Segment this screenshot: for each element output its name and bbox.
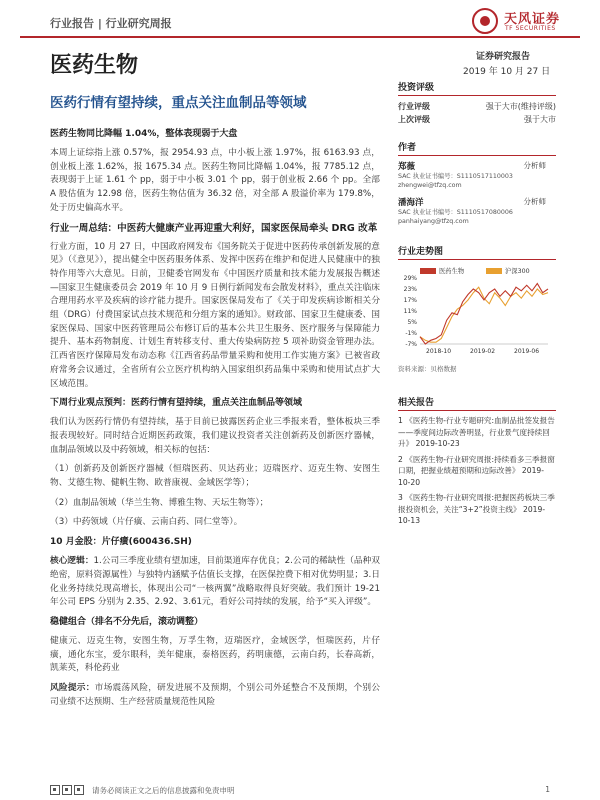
section-body-outlook: 我们认为医药行情仍有望持续，基于目前已披露医药企业三季报来看，整体板块三季报表现较好。同时结合近期医药政策，我们建议投资者关注创新药及创新医疗器械，血制品领域以及中药领域，相关标的包括：	[50, 417, 380, 455]
author-license: SAC 执业证书编号：S1110517080006	[398, 209, 513, 216]
rating-value: 强于大市(维持评级)	[485, 102, 556, 111]
report-category: 行业报告 | 行业研究周报	[50, 17, 172, 30]
risk-label: 风险提示：	[50, 683, 95, 694]
outlook-item-3: （3）中药领域（片仔癀、云南白药、同仁堂等）。	[50, 517, 243, 528]
sidebar	[398, 80, 556, 531]
qr-code-icon	[74, 785, 84, 795]
author-entry	[398, 196, 556, 226]
author-name: 潘海洋	[398, 198, 424, 208]
series-line-hs300	[420, 287, 548, 342]
qr-code-icon	[50, 785, 60, 795]
rating-row	[398, 113, 556, 126]
y-tick-label: 17%	[403, 297, 417, 304]
x-tick-label: 2018-10	[426, 348, 452, 355]
x-tick-label: 2019-06	[514, 348, 540, 355]
section-body-portfolio: 健康元、迈克生物，安图生物，万孚生物，迈瑞医疗，金域医学，恒瑞医药，片仔癀，通化东宝，爱尔眼科，美年健康，泰格医药，药明康德，云南白药，长春高新，凯莱英，科伦药业	[50, 635, 380, 674]
risk-text: 市场震荡风险，研发进展不及预期，个别公司外延整合不及预期，个别公司业绩不达预期、生产经营质量规范性风险	[50, 683, 381, 707]
report-headline: 医药行情有望持续，重点关注血制品等领域	[50, 95, 307, 111]
core-logic-label: 核心逻辑：	[50, 556, 94, 567]
y-tick-label: -7%	[405, 341, 417, 348]
page-footer	[50, 785, 550, 797]
outlook-item-1: （1）创新药及创新医疗器械（恒瑞医药、贝达药业；迈瑞医疗、迈克生物、安图生物、艾德生物、健帆生物、欧普康视、金域医学等）；	[50, 464, 380, 489]
authors-section-title: 作者	[398, 140, 556, 156]
author-entry	[398, 160, 556, 190]
rating-row	[398, 100, 556, 113]
section-heading-outlook: 下周行业观点预判：医药行情有望持续，重点关注血制品等领域	[50, 398, 303, 409]
qr-code-icon	[62, 785, 72, 795]
logo-mark-icon	[472, 8, 498, 34]
disclaimer-note: 请务必阅读正文之后的信息披露和免责申明	[92, 786, 235, 795]
y-tick-label: 29%	[403, 275, 417, 282]
legend-label-pharma: 医药生物	[439, 268, 465, 275]
author-name: 郑薇	[398, 162, 416, 172]
report-header-bar	[20, 8, 580, 38]
related-report-item[interactable]: 3 《医药生物-行业研究周报:把握医药板块三季报投资机会，关注“3+2”投资主线》 2019-10-13	[398, 493, 555, 525]
x-tick-label: 2019-02	[470, 348, 496, 355]
rating-key: 行业评级	[398, 102, 430, 111]
legend-label-hs300: 沪深300	[505, 268, 530, 275]
section-heading-market: 医药生物同比降幅 1.04%，整体表现弱于大盘	[50, 129, 238, 139]
y-tick-label: 23%	[403, 286, 417, 293]
related-report-item[interactable]: 1 《医药生物-行业专题研究:血制品批签发报告——季度间边际改善明显，行业景气度持续回升》 2019-10-23	[398, 416, 555, 448]
tf-securities-logo	[472, 8, 562, 36]
page-number: 1	[545, 785, 550, 794]
section-body-market: 本周上证综指上涨 0.57%，报 2954.93 点，中小板上涨 1.97%，报 6163.93 点，创业板上涨 1.62%，报 1675.34 点。医药生物同比降幅 1.04%，报 7785.12 点，表现弱于上证 1.61 个 pp，弱于中小板 3.01 个 pp，弱于创业板 2.66 个 pp。全部 A 股估值为 12.98 倍，医药生物估值为 36.32 倍，对全部 A 股溢价率为 179.8%，处于历史偏高水平。	[50, 148, 380, 213]
y-tick-label: -1%	[405, 330, 417, 337]
rating-section-title: 投资评级	[398, 80, 556, 96]
y-tick-label: 11%	[403, 308, 417, 315]
report-type: 证券研究报告	[476, 52, 531, 62]
outlook-item-2: （2）血制品领域（华兰生物、博雅生物、天坛生物等）；	[50, 497, 269, 508]
related-report-item[interactable]: 2 《医药生物-行业研究周报:持续看多三季报窗口期，把握业绩超预期和边际改善》 2019-10-20	[398, 454, 555, 487]
industry-title: 医药生物	[50, 53, 139, 78]
author-email[interactable]: panhaiyang@tfzq.com	[398, 218, 469, 225]
trend-section-title: 行业走势图	[398, 244, 556, 260]
author-role: 分析师	[523, 197, 546, 206]
industry-trend-chart	[398, 264, 556, 360]
chart-source: 资料来源：贝格数据	[398, 365, 457, 373]
core-logic-text: 1.公司三季度业绩有望加速，目前渠道库存优良；2.公司的稀缺性（品种双绝密，原料资源属性）与独特内涵赋予估值长支撑，在医保控费下相对优势明显；3.日化业务持续兑现高增长，体现出公司“一核两翼”战略取得良好突破。我们预计 19-21 年公司 EPS 分别为 2.35、2.92、3.61元，看好公司持续的发展，给予“买入评级”。	[50, 556, 380, 608]
section-heading-golden-stock: 10 月金股：片仔癀(600436.SH)	[50, 537, 192, 548]
logo-en: TF SECURITIES	[505, 25, 556, 32]
rating-value: 强于大市	[524, 115, 556, 124]
risk-warning	[50, 682, 380, 709]
section-heading-weekly-summary: 行业一周总结：中医药大健康产业再迎重大利好，国家医保局牵头 DRG 改革	[50, 222, 378, 234]
section-body-golden-stock	[50, 555, 380, 610]
report-date: 2019 年 10 月 27 日	[463, 67, 551, 77]
related-section-title: 相关报告	[398, 395, 556, 411]
section-heading-portfolio: 稳健组合（排名不分先后，滚动调整）	[50, 616, 204, 627]
y-tick-label: 5%	[407, 319, 417, 326]
author-license: SAC 执业证书编号：S1110517110003	[398, 173, 513, 180]
rating-key: 上次评级	[398, 115, 430, 124]
trend-chart-svg	[398, 264, 556, 360]
author-role: 分析师	[523, 161, 546, 170]
section-body-weekly-summary: 行业方面，10 月 27 日，中国政府网发布《国务院关于促进中医药传承创新发展的意见》（《意见》），提出健全中医药服务体系、发挥中医药在维护和促进人民健康中的独特作用等六大意见。日前，卫健委官网发布《中国医疗质量和技术能力发展报告概述—国家卫生健康委员会 2019 年 10 月 9 日例行新闻发布会散发材料》，重点关注临床合理用药水平及疾病的诊疗能力提升。国家医保局发布了《关于印发疾病诊断相关分组（DRG）付费国家试点技术规范和分组方案的通知》。财政部、国家卫生健康委、国家医保局、国家中医药管理局公布修订后的基本公共卫生服务、医疗服务与保障能力提升、基本药物制度、计划生育转移支付、重大传染病防控 5 项补助资金管理办法。江西省医疗保障局发布动态称《江西省药品带量采购和使用工作实施方案》已被省政府常务会议通过，全省所有公立医疗机构纳入国家组织药品集中采购和使用试点扩大区域范围。	[50, 241, 380, 389]
author-email[interactable]: zhengwei@tfzq.com	[398, 182, 462, 189]
main-column	[50, 128, 380, 716]
logo-cn: 天风证券	[504, 12, 561, 27]
